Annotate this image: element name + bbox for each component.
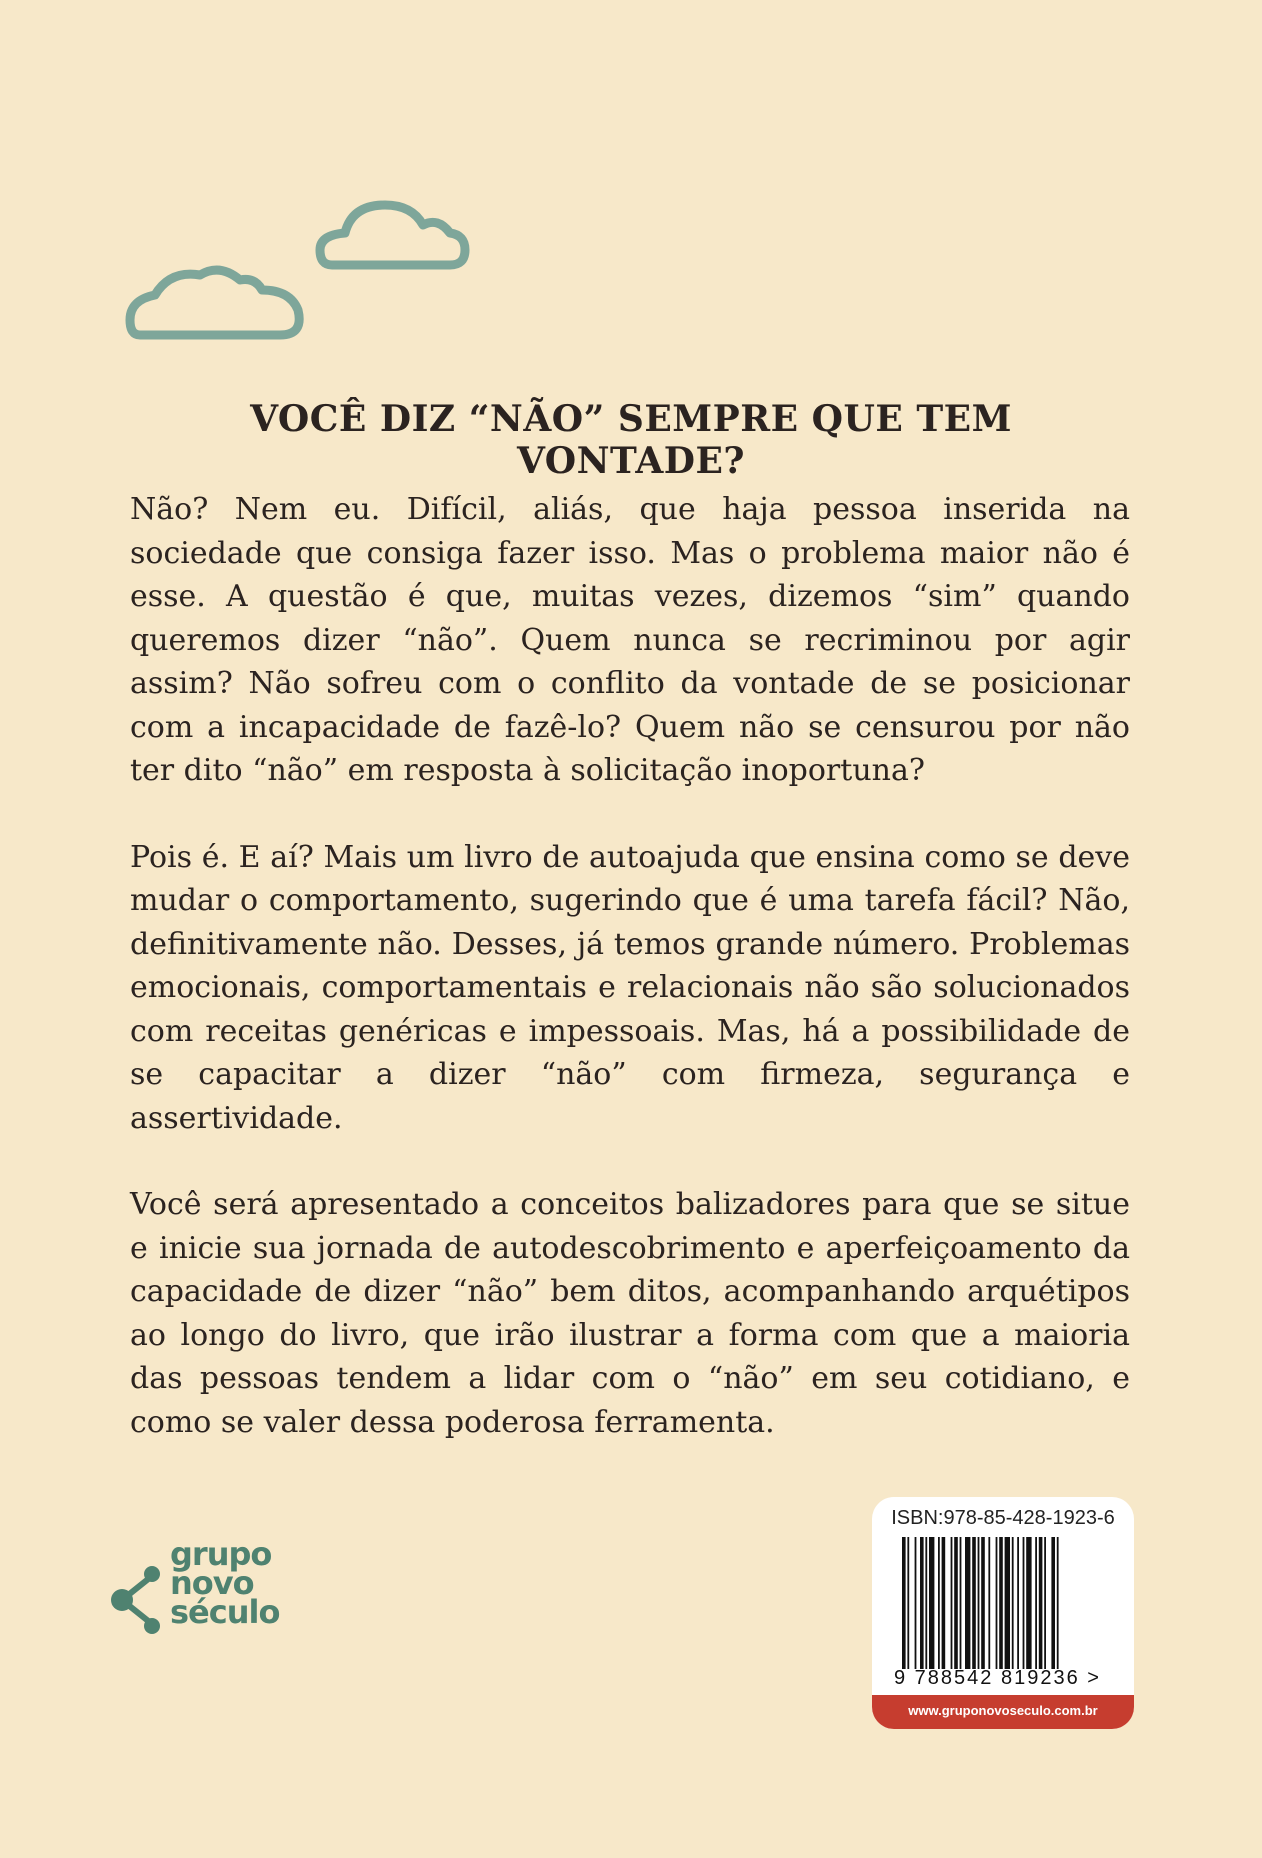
barcode-bar	[907, 1537, 909, 1669]
barcode-bar	[1017, 1537, 1019, 1669]
barcode-bar	[938, 1537, 940, 1669]
isbn-label: ISBN:978-85-428-1923-6	[891, 1507, 1115, 1529]
barcode-bar	[951, 1537, 953, 1669]
publisher-name	[170, 1535, 280, 1631]
barcode-bar	[978, 1537, 980, 1669]
barcode-bar	[1057, 1537, 1059, 1669]
cloud-left	[130, 270, 299, 335]
barcode-bar	[988, 1537, 990, 1669]
barcode-digits: 9 788542 819236 >	[894, 1667, 1101, 1689]
publisher-name-line1: grupo	[170, 1535, 272, 1573]
barcode-bar	[1026, 1537, 1031, 1669]
barcode-bar	[1044, 1537, 1046, 1669]
barcode-bar	[925, 1537, 927, 1669]
barcode-bar	[996, 1537, 998, 1669]
back-cover-text	[130, 488, 1130, 1487]
cloud-right	[320, 205, 465, 265]
barcode-bar	[999, 1537, 1003, 1669]
barcode-bar	[981, 1537, 985, 1669]
publisher-name-line2: novo	[170, 1564, 254, 1602]
barcode-icon	[902, 1537, 1112, 1669]
barcode-bar	[1039, 1537, 1043, 1669]
barcode-bar	[1051, 1537, 1055, 1669]
barcode-bar	[902, 1537, 906, 1669]
publisher-logo	[110, 1535, 310, 1650]
paragraph-2: Pois é. E aí? Mais um livro de autoajuda que ensina como se deve mudar o comportamento, sugerindo que é uma tarefa fácil? Não, definitivamente não. Desses, já temos grande número. Problemas emocionais, comportamentais e relacionais não são solucionados com receitas genéricas e impessoais. Mas, há a possibilidade de se capacitar a dizer “não” com firmeza, segurança e assertividade.	[130, 839, 1130, 1136]
clouds-illustration	[120, 195, 520, 355]
barcode-bar	[965, 1537, 970, 1669]
paragraph-1: Não? Nem eu. Difícil, aliás, que haja pessoa inserida na sociedade que consiga fazer isso. Mas o problema maior não é esse. A questão é que, muitas vezes, dizemos “sim” quando queremos dizer “não”. Quem nunca se recriminou por agir assim? Não sofreu com o conflito da vontade de se posicionar com a incapacidade de fazê-lo? Quem não se censurou por não ter dito “não” em resposta à solicitação inoportuna?	[130, 492, 1130, 788]
barcode-bar	[915, 1537, 917, 1669]
barcode-bar	[972, 1537, 976, 1669]
barcode-card	[872, 1497, 1134, 1729]
barcode-bar	[1035, 1537, 1037, 1669]
barcode-bar	[942, 1537, 946, 1669]
barcode-bar	[929, 1537, 934, 1669]
barcode-bar	[1023, 1537, 1025, 1669]
paragraph-3: Você será apresentado a conceitos balizadores para que se situe e inicie sua jornada de autodescobrimento e aperfeiçoamento da capacidade de dizer “não” bem ditos, acompanhando arquétipos ao longo do livro, que irão ilustrar a forma com que a maioria das pessoas tendem a lidar com o “não” em seu cotidiano, e como se valer dessa poderosa ferramenta.	[130, 1187, 1130, 1440]
headline: VOCÊ DIZ “NÃO” SEMPRE QUE TEM VONTADE?	[250, 398, 1012, 482]
share-network-icon	[110, 1540, 170, 1650]
barcode-bar	[1012, 1537, 1014, 1669]
publisher-website: www.gruponovoseculo.com.br	[872, 1695, 1134, 1729]
publisher-name-line3: século	[170, 1593, 280, 1631]
barcode-bar	[960, 1537, 962, 1669]
barcode-bar	[1005, 1537, 1010, 1669]
barcode-bar	[920, 1537, 924, 1669]
barcode-bar	[954, 1537, 958, 1669]
